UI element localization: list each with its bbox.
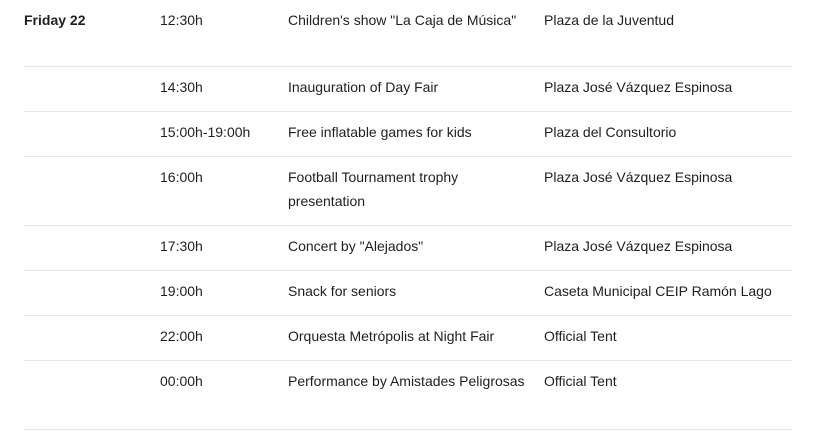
place-cell: Plaza del Consultorio — [544, 124, 677, 140]
place-cell: Caseta Municipal CEIP Ramón Lago — [544, 283, 772, 299]
table-row — [24, 0, 792, 67]
place-cell: Plaza José Vázquez Espinosa — [544, 169, 733, 185]
time-cell: 22:00h — [160, 328, 203, 344]
time-cell: 15:00h-19:00h — [160, 124, 251, 140]
time-cell: 19:00h — [160, 283, 203, 299]
time-cell: 17:30h — [160, 238, 203, 254]
place-cell: Official Tent — [544, 373, 617, 389]
event-cell: Performance by Amistades Peligrosas — [288, 373, 525, 389]
table-row — [24, 316, 792, 361]
place-cell: Official Tent — [544, 328, 617, 344]
time-cell: 00:00h — [160, 373, 203, 389]
table-row — [24, 361, 792, 430]
event-cell: Snack for seniors — [288, 283, 397, 299]
place-cell: Plaza José Vázquez Espinosa — [544, 238, 733, 254]
time-cell: 12:30h — [160, 12, 203, 28]
table-row — [24, 226, 792, 271]
event-cell: Children's show "La Caja de Música" — [288, 12, 517, 28]
event-cell: Inauguration of Day Fair — [288, 79, 439, 95]
table-row — [24, 157, 792, 226]
place-cell: Plaza de la Juventud — [544, 12, 674, 28]
day-label: Friday 22 — [24, 12, 86, 28]
table-row — [24, 67, 792, 112]
time-cell: 16:00h — [160, 169, 203, 185]
time-cell: 14:30h — [160, 79, 203, 95]
event-cell: Football Tournament trophy presentation — [288, 169, 459, 209]
place-cell: Plaza José Vázquez Espinosa — [544, 79, 733, 95]
table-row — [24, 112, 792, 157]
event-cell: Orquesta Metrópolis at Night Fair — [288, 328, 495, 344]
event-cell: Concert by "Alejados" — [288, 238, 424, 254]
event-cell: Free inflatable games for kids — [288, 124, 472, 140]
table-row — [24, 271, 792, 316]
